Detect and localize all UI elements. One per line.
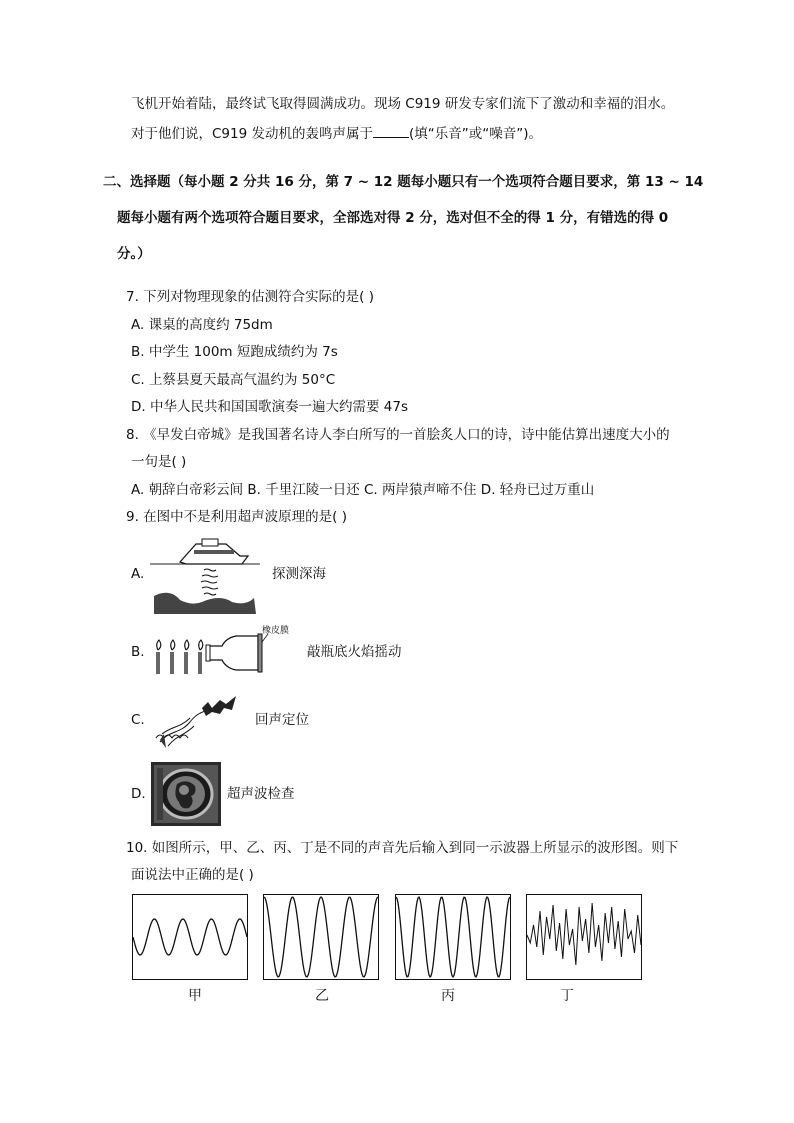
q7-stem: 7. 下列对物理现象的估测符合实际的是( ) xyxy=(126,289,374,305)
q8-stem-2: 一句是( ) xyxy=(131,454,187,470)
q9-b-letter: B. xyxy=(131,644,145,660)
q10-stem-1: 10. 如图所示，甲、乙、丙、丁是不同的声音先后输入到同一示波器上所显示的波形图。则下 xyxy=(126,840,679,856)
q8-stem-1: 8. 《早发白帝城》是我国著名诗人李白所写的一首脍炙人口的诗，诗中能估算出速度大小的 xyxy=(126,427,670,443)
q7-option-d: D. 中华人民共和国国歌演奏一遍大约需要 47s xyxy=(131,399,408,415)
q7-option-b: B. 中学生 100m 短跑成绩约为 7s xyxy=(131,344,338,360)
waveform-yi xyxy=(263,894,379,980)
q9-b-figure-bottle-candles xyxy=(150,624,295,684)
q7-option-a: A. 课桌的高度约 75dm xyxy=(131,317,273,333)
intro-line-2-post: (填“乐音”或“噪音”)。 xyxy=(409,126,543,142)
q9-a-letter: A. xyxy=(131,566,145,582)
q9-a-figure-deep-sea xyxy=(150,536,260,614)
waveform-jia xyxy=(132,894,248,980)
q9-d-figure-ultrasound xyxy=(151,762,221,826)
wave-ding-trace xyxy=(527,903,641,965)
waveform-ding xyxy=(526,894,642,980)
waveform-label-ding: 丁 xyxy=(560,988,574,1004)
wave-bing-trace xyxy=(396,897,510,977)
q9-b-figure-label: 橡皮膜 xyxy=(262,626,290,636)
section2-line-3: 分。） xyxy=(117,246,151,262)
intro-line-1: 飞机开始着陆，最终试飞取得圆满成功。现场 C919 研发专家们流下了激动和幸福的泪水。 xyxy=(131,96,675,112)
waveform-bing xyxy=(395,894,511,980)
waveform-label-yi: 乙 xyxy=(315,988,329,1004)
wave-jia-trace xyxy=(133,919,247,955)
q9-d-letter: D. xyxy=(131,786,146,802)
q9-d-text: 超声波检查 xyxy=(227,786,295,802)
wave-yi-trace xyxy=(264,897,378,977)
q9-a-text: 探测深海 xyxy=(272,566,326,582)
q8-options: A. 朝辞白帝彩云间 B. 千里江陵一日还 C. 两岸猿声啼不住 D. 轻舟已过万重山 xyxy=(131,482,595,498)
intro-line-2-pre: 对于他们说，C919 发动机的轰鸣声属于 xyxy=(131,126,373,142)
q9-b-text: 敲瓶底火焰摇动 xyxy=(307,644,402,660)
q10-stem-2: 面说法中正确的是( ) xyxy=(131,867,254,883)
q7-option-c: C. 上蔡县夏天最高气温约为 50°C xyxy=(131,372,336,388)
waveform-label-bing: 丙 xyxy=(441,988,455,1004)
section2-line-1: 二、选择题（每小题 2 分共 16 分，第 7 ~ 12 题每小题只有一个选项符合题目要求，第 13 ~ 14 xyxy=(103,174,704,190)
q9-stem: 9. 在图中不是利用超声波原理的是( ) xyxy=(126,509,347,525)
waveform-label-jia: 甲 xyxy=(188,988,202,1004)
q9-c-letter: C. xyxy=(131,712,145,728)
q9-c-text: 回声定位 xyxy=(255,712,309,728)
q9-c-figure-bat xyxy=(150,690,240,748)
answer-blank[interactable] xyxy=(373,123,409,138)
intro-line-2 xyxy=(131,123,542,144)
section2-line-2: 题每小题有两个选项符合题目要求，全部选对得 2 分，选对但不全的得 1 分，有错选的得 0 xyxy=(117,210,669,226)
